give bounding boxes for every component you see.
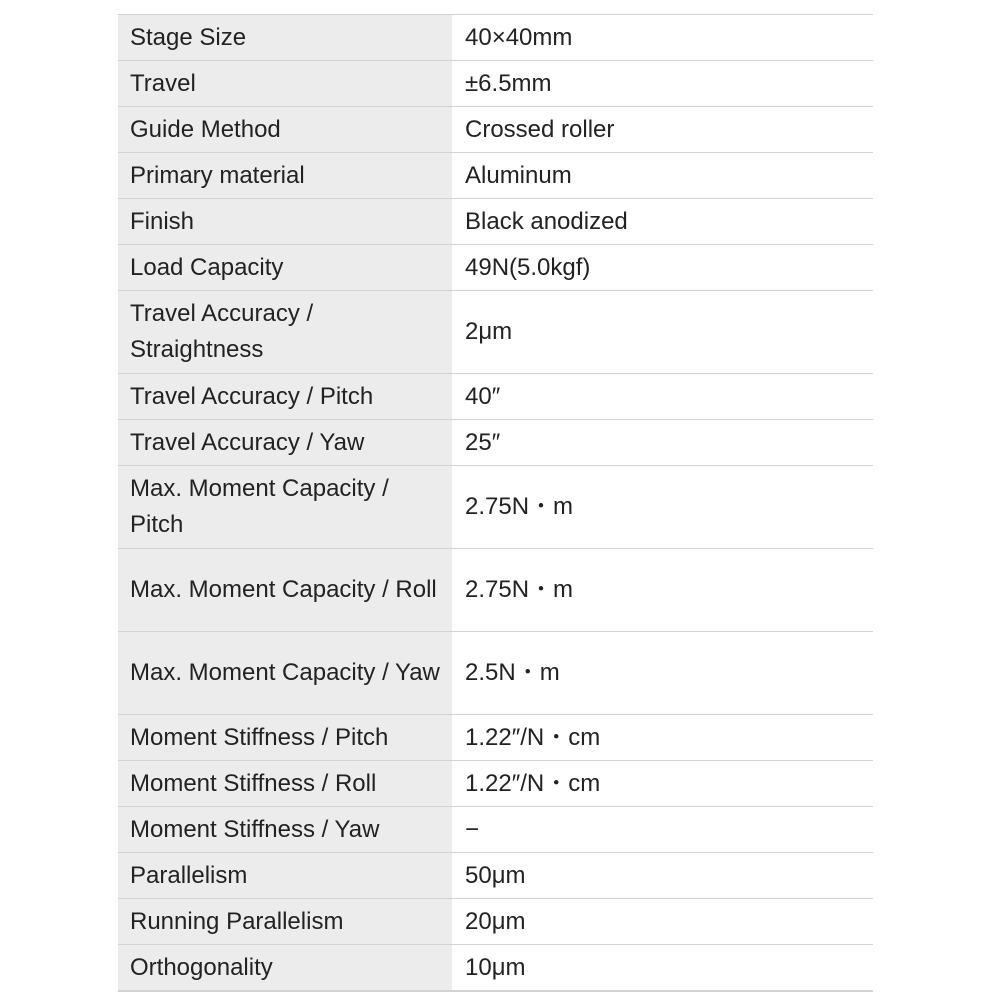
spec-value: 2.5N・m xyxy=(452,632,873,715)
spec-label: Primary material xyxy=(118,153,452,199)
spec-label: Load Capacity xyxy=(118,245,452,291)
spec-value: 40×40mm xyxy=(452,15,873,61)
spec-label: Finish xyxy=(118,199,452,245)
spec-value: 10μm xyxy=(452,945,873,992)
table-row-moment-stiffness-pitch xyxy=(118,715,873,761)
spec-value: 40″ xyxy=(452,374,873,420)
spec-value: 25″ xyxy=(452,420,873,466)
table-row-max-moment-pitch xyxy=(118,466,873,549)
spec-value: 50μm xyxy=(452,853,873,899)
table-row-travel xyxy=(118,61,873,107)
spec-label: Moment Stiffness / Yaw xyxy=(118,807,452,853)
table-row-travel-accuracy-straightness xyxy=(118,291,873,374)
table-row-parallelism xyxy=(118,853,873,899)
spec-label: Moment Stiffness / Roll xyxy=(118,761,452,807)
spec-label: Travel Accuracy / Straightness xyxy=(118,291,452,374)
table-row-guide-method xyxy=(118,107,873,153)
spec-value: ±6.5mm xyxy=(452,61,873,107)
table-row-running-parallelism xyxy=(118,899,873,945)
table-row-moment-stiffness-yaw xyxy=(118,807,873,853)
table-row-max-moment-yaw xyxy=(118,632,873,715)
table-row-moment-stiffness-roll xyxy=(118,761,873,807)
spec-label: Max. Moment Capacity / Pitch xyxy=(118,466,452,549)
table-row-load-capacity xyxy=(118,245,873,291)
spec-label: Travel xyxy=(118,61,452,107)
table-row-stage-size xyxy=(118,15,873,61)
spec-label: Moment Stiffness / Pitch xyxy=(118,715,452,761)
spec-table xyxy=(118,14,873,992)
spec-label: Max. Moment Capacity / Yaw xyxy=(118,632,452,715)
spec-label: Guide Method xyxy=(118,107,452,153)
spec-value: 49N(5.0kgf) xyxy=(452,245,873,291)
table-row-finish xyxy=(118,199,873,245)
spec-value: 20μm xyxy=(452,899,873,945)
spec-value: 1.22″/N・cm xyxy=(452,715,873,761)
spec-label: Running Parallelism xyxy=(118,899,452,945)
spec-value: Crossed roller xyxy=(452,107,873,153)
table-row-travel-accuracy-yaw xyxy=(118,420,873,466)
table-row-max-moment-roll xyxy=(118,549,873,632)
spec-value: Aluminum xyxy=(452,153,873,199)
spec-value: 2.75N・m xyxy=(452,466,873,549)
spec-label: Travel Accuracy / Yaw xyxy=(118,420,452,466)
table-row-travel-accuracy-pitch xyxy=(118,374,873,420)
spec-label: Travel Accuracy / Pitch xyxy=(118,374,452,420)
spec-value: Black anodized xyxy=(452,199,873,245)
table-row-primary-material xyxy=(118,153,873,199)
spec-value: 2.75N・m xyxy=(452,549,873,632)
spec-label: Orthogonality xyxy=(118,945,452,992)
spec-value: 1.22″/N・cm xyxy=(452,761,873,807)
spec-value: − xyxy=(452,807,873,853)
spec-value: 2μm xyxy=(452,291,873,374)
table-row-orthogonality xyxy=(118,945,873,992)
spec-label: Parallelism xyxy=(118,853,452,899)
spec-label: Stage Size xyxy=(118,15,452,61)
spec-label: Max. Moment Capacity / Roll xyxy=(118,549,452,632)
